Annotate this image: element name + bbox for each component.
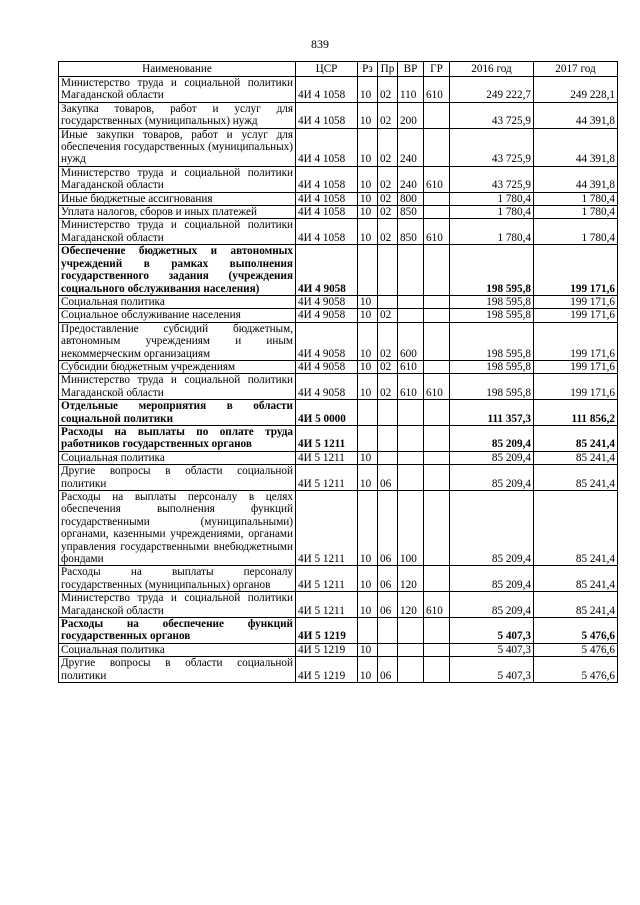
row-vr [398, 451, 424, 464]
row-csr: 4И 4 1058 [296, 102, 358, 128]
row-vr: 240 [398, 166, 424, 192]
row-vr: 110 [398, 77, 424, 103]
table-body [59, 77, 618, 683]
row-csr: 4И 4 1058 [296, 206, 358, 219]
row-vr: 200 [398, 102, 424, 128]
table-row [59, 425, 618, 451]
row-name: Расходы на выплаты по оплате труда работников государственных органов [59, 425, 296, 451]
row-csr: 4И 4 1058 [296, 128, 358, 166]
row-2017: 85 241,4 [534, 566, 618, 592]
row-2017: 1 780,4 [534, 192, 618, 205]
row-gr [424, 192, 450, 205]
row-gr [424, 309, 450, 322]
row-csr: 4И 4 1058 [296, 77, 358, 103]
table-row [59, 219, 618, 245]
row-gr [424, 322, 450, 360]
row-vr [398, 309, 424, 322]
row-rz: 10 [358, 657, 378, 683]
row-rz: 10 [358, 128, 378, 166]
row-2016: 1 780,4 [450, 206, 534, 219]
row-name: Субсидии бюджетным учреждениям [59, 360, 296, 373]
row-rz [358, 245, 378, 296]
row-pr: 06 [378, 566, 398, 592]
row-2016: 1 780,4 [450, 192, 534, 205]
row-name: Иные закупки товаров, работ и услуг для обеспечения государственных (муниципальных) нужд [59, 128, 296, 166]
row-vr [398, 465, 424, 491]
row-pr: 02 [378, 309, 398, 322]
table-row [59, 618, 618, 644]
row-vr: 800 [398, 192, 424, 205]
row-2016: 85 209,4 [450, 465, 534, 491]
row-name: Социальная политика [59, 295, 296, 308]
row-2017: 85 241,4 [534, 592, 618, 618]
row-2016: 43 725,9 [450, 102, 534, 128]
row-csr: 4И 5 0000 [296, 400, 358, 426]
header-vr: ВР [398, 62, 424, 77]
table-row [59, 206, 618, 219]
row-rz [358, 618, 378, 644]
row-vr [398, 657, 424, 683]
table-row [59, 77, 618, 103]
row-csr: 4И 4 1058 [296, 166, 358, 192]
row-gr [424, 206, 450, 219]
row-pr: 06 [378, 491, 398, 566]
row-rz: 10 [358, 360, 378, 373]
row-csr: 4И 4 9058 [296, 374, 358, 400]
row-name: Расходы на выплаты персоналу государственных (муниципальных) органов [59, 566, 296, 592]
row-pr: 02 [378, 166, 398, 192]
row-2017: 1 780,4 [534, 206, 618, 219]
row-2017: 249 228,1 [534, 77, 618, 103]
row-2016: 5 407,3 [450, 618, 534, 644]
row-gr [424, 566, 450, 592]
row-name: Министерство труда и социальной политики Магаданской области [59, 77, 296, 103]
row-gr: 610 [424, 166, 450, 192]
row-csr: 4И 4 9058 [296, 295, 358, 308]
row-vr [398, 295, 424, 308]
row-2016: 198 595,8 [450, 374, 534, 400]
row-name: Уплата налогов, сборов и иных платежей [59, 206, 296, 219]
header-csr: ЦСР [296, 62, 358, 77]
row-vr: 610 [398, 360, 424, 373]
row-2017: 44 391,8 [534, 102, 618, 128]
row-2017: 85 241,4 [534, 451, 618, 464]
row-vr: 850 [398, 219, 424, 245]
row-name: Министерство труда и социальной политики Магаданской области [59, 219, 296, 245]
table-row [59, 465, 618, 491]
row-csr: 4И 5 1219 [296, 618, 358, 644]
row-2016: 85 209,4 [450, 592, 534, 618]
row-vr: 850 [398, 206, 424, 219]
table-row [59, 566, 618, 592]
row-name: Министерство труда и социальной политики Магаданской области [59, 374, 296, 400]
row-vr [398, 425, 424, 451]
header-gr: ГР [424, 62, 450, 77]
row-rz: 10 [358, 491, 378, 566]
row-gr [424, 425, 450, 451]
table-row [59, 128, 618, 166]
row-rz: 10 [358, 465, 378, 491]
row-rz: 10 [358, 166, 378, 192]
row-gr [424, 245, 450, 296]
row-gr [424, 643, 450, 656]
row-pr [378, 400, 398, 426]
row-name: Другие вопросы в области социальной политики [59, 657, 296, 683]
row-gr [424, 657, 450, 683]
row-csr: 4И 5 1219 [296, 643, 358, 656]
row-2016: 111 357,3 [450, 400, 534, 426]
row-2017: 1 780,4 [534, 219, 618, 245]
row-csr: 4И 4 1058 [296, 219, 358, 245]
row-vr: 600 [398, 322, 424, 360]
row-gr [424, 102, 450, 128]
row-rz [358, 425, 378, 451]
header-name: Наименование [59, 62, 296, 77]
row-pr [378, 451, 398, 464]
row-pr: 02 [378, 128, 398, 166]
row-gr [424, 491, 450, 566]
header-rz: Рз [358, 62, 378, 77]
row-2016: 1 780,4 [450, 219, 534, 245]
row-gr: 610 [424, 77, 450, 103]
row-2017: 199 171,6 [534, 245, 618, 296]
row-2017: 44 391,8 [534, 128, 618, 166]
table-row [59, 102, 618, 128]
row-csr: 4И 5 1211 [296, 465, 358, 491]
row-pr [378, 643, 398, 656]
row-2016: 198 595,8 [450, 245, 534, 296]
row-rz [358, 400, 378, 426]
row-2017: 5 476,6 [534, 643, 618, 656]
row-gr [424, 618, 450, 644]
row-csr: 4И 5 1211 [296, 425, 358, 451]
row-name: Другие вопросы в области социальной политики [59, 465, 296, 491]
row-csr: 4И 5 1211 [296, 566, 358, 592]
table-header-row [59, 62, 618, 77]
row-vr: 100 [398, 491, 424, 566]
row-rz: 10 [358, 219, 378, 245]
row-2017: 85 241,4 [534, 465, 618, 491]
row-pr: 02 [378, 219, 398, 245]
row-rz: 10 [358, 374, 378, 400]
table-row [59, 295, 618, 308]
row-name: Социальная политика [59, 451, 296, 464]
row-2016: 85 209,4 [450, 425, 534, 451]
row-2016: 85 209,4 [450, 491, 534, 566]
row-2017: 111 856,2 [534, 400, 618, 426]
row-name: Обеспечение бюджетных и автономных учреждений в рамках выполнения государственного задания (учреждения социального обслуживания населения) [59, 245, 296, 296]
table-row [59, 491, 618, 566]
row-2016: 5 407,3 [450, 643, 534, 656]
table-row [59, 166, 618, 192]
row-pr: 02 [378, 102, 398, 128]
row-2016: 198 595,8 [450, 295, 534, 308]
row-vr [398, 618, 424, 644]
row-gr: 610 [424, 219, 450, 245]
row-csr: 4И 4 9058 [296, 309, 358, 322]
row-pr: 06 [378, 657, 398, 683]
row-rz: 10 [358, 566, 378, 592]
table-row [59, 657, 618, 683]
row-2017: 199 171,6 [534, 309, 618, 322]
row-csr: 4И 4 9058 [296, 245, 358, 296]
row-2017: 5 476,6 [534, 618, 618, 644]
row-rz: 10 [358, 643, 378, 656]
row-csr: 4И 4 9058 [296, 322, 358, 360]
row-vr [398, 643, 424, 656]
row-2017: 199 171,6 [534, 322, 618, 360]
row-name: Расходы на выплаты персоналу в целях обеспечения выполнения функций государственными (муниципальными) органами, казенными учреждениями, органами управления государственными внебюджетными фондами [59, 491, 296, 566]
row-vr [398, 245, 424, 296]
row-name: Министерство труда и социальной политики Магаданской области [59, 592, 296, 618]
row-2016: 198 595,8 [450, 309, 534, 322]
row-name: Закупка товаров, работ и услуг для государственных (муниципальных) нужд [59, 102, 296, 128]
row-pr: 06 [378, 465, 398, 491]
row-name: Министерство труда и социальной политики Магаданской области [59, 166, 296, 192]
row-2017: 199 171,6 [534, 374, 618, 400]
row-2016: 198 595,8 [450, 322, 534, 360]
row-csr: 4И 5 1219 [296, 657, 358, 683]
row-2017: 5 476,6 [534, 657, 618, 683]
row-rz: 10 [358, 102, 378, 128]
row-2017: 199 171,6 [534, 295, 618, 308]
row-pr: 02 [378, 77, 398, 103]
header-2017: 2017 год [534, 62, 618, 77]
row-gr: 610 [424, 374, 450, 400]
row-vr: 120 [398, 566, 424, 592]
header-2016: 2016 год [450, 62, 534, 77]
table-row [59, 374, 618, 400]
row-pr [378, 618, 398, 644]
row-name: Социальное обслуживание населения [59, 309, 296, 322]
row-2016: 5 407,3 [450, 657, 534, 683]
row-pr [378, 295, 398, 308]
row-2016: 249 222,7 [450, 77, 534, 103]
row-gr [424, 295, 450, 308]
row-name: Иные бюджетные ассигнования [59, 192, 296, 205]
row-rz: 10 [358, 192, 378, 205]
row-2016: 85 209,4 [450, 451, 534, 464]
row-vr: 120 [398, 592, 424, 618]
table-row [59, 322, 618, 360]
row-2017: 199 171,6 [534, 360, 618, 373]
row-csr: 4И 5 1211 [296, 491, 358, 566]
table-row [59, 400, 618, 426]
row-2017: 85 241,4 [534, 425, 618, 451]
row-name: Социальная политика [59, 643, 296, 656]
table-row [59, 592, 618, 618]
row-rz: 10 [358, 592, 378, 618]
row-pr: 02 [378, 192, 398, 205]
row-gr [424, 451, 450, 464]
row-pr: 02 [378, 322, 398, 360]
row-pr [378, 425, 398, 451]
row-rz: 10 [358, 309, 378, 322]
row-rz: 10 [358, 451, 378, 464]
row-2017: 44 391,8 [534, 166, 618, 192]
table-row [59, 309, 618, 322]
table-row [59, 192, 618, 205]
row-csr: 4И 4 9058 [296, 360, 358, 373]
row-pr: 02 [378, 206, 398, 219]
row-2017: 85 241,4 [534, 491, 618, 566]
row-2016: 43 725,9 [450, 128, 534, 166]
row-name: Отдельные мероприятия в области социальной политики [59, 400, 296, 426]
budget-table [58, 61, 618, 683]
row-2016: 85 209,4 [450, 566, 534, 592]
row-rz: 10 [358, 77, 378, 103]
row-pr: 02 [378, 374, 398, 400]
row-2016: 198 595,8 [450, 360, 534, 373]
table-row [59, 451, 618, 464]
row-rz: 10 [358, 322, 378, 360]
table-row [59, 360, 618, 373]
row-gr [424, 400, 450, 426]
row-gr [424, 465, 450, 491]
row-csr: 4И 5 1211 [296, 592, 358, 618]
table-row [59, 643, 618, 656]
header-pr: Пр [378, 62, 398, 77]
page-number: 839 [311, 37, 329, 51]
row-gr: 610 [424, 592, 450, 618]
row-name: Предоставление субсидий бюджетным, автономным учреждениям и иным некоммерческим организациям [59, 322, 296, 360]
table-row [59, 245, 618, 296]
row-csr: 4И 5 1211 [296, 451, 358, 464]
row-pr [378, 245, 398, 296]
row-gr [424, 360, 450, 373]
row-rz: 10 [358, 206, 378, 219]
row-gr [424, 128, 450, 166]
row-vr: 240 [398, 128, 424, 166]
row-vr [398, 400, 424, 426]
row-pr: 02 [378, 360, 398, 373]
row-csr: 4И 4 1058 [296, 192, 358, 205]
row-name: Расходы на обеспечение функций государственных органов [59, 618, 296, 644]
row-vr: 610 [398, 374, 424, 400]
row-2016: 43 725,9 [450, 166, 534, 192]
row-pr: 06 [378, 592, 398, 618]
row-rz: 10 [358, 295, 378, 308]
